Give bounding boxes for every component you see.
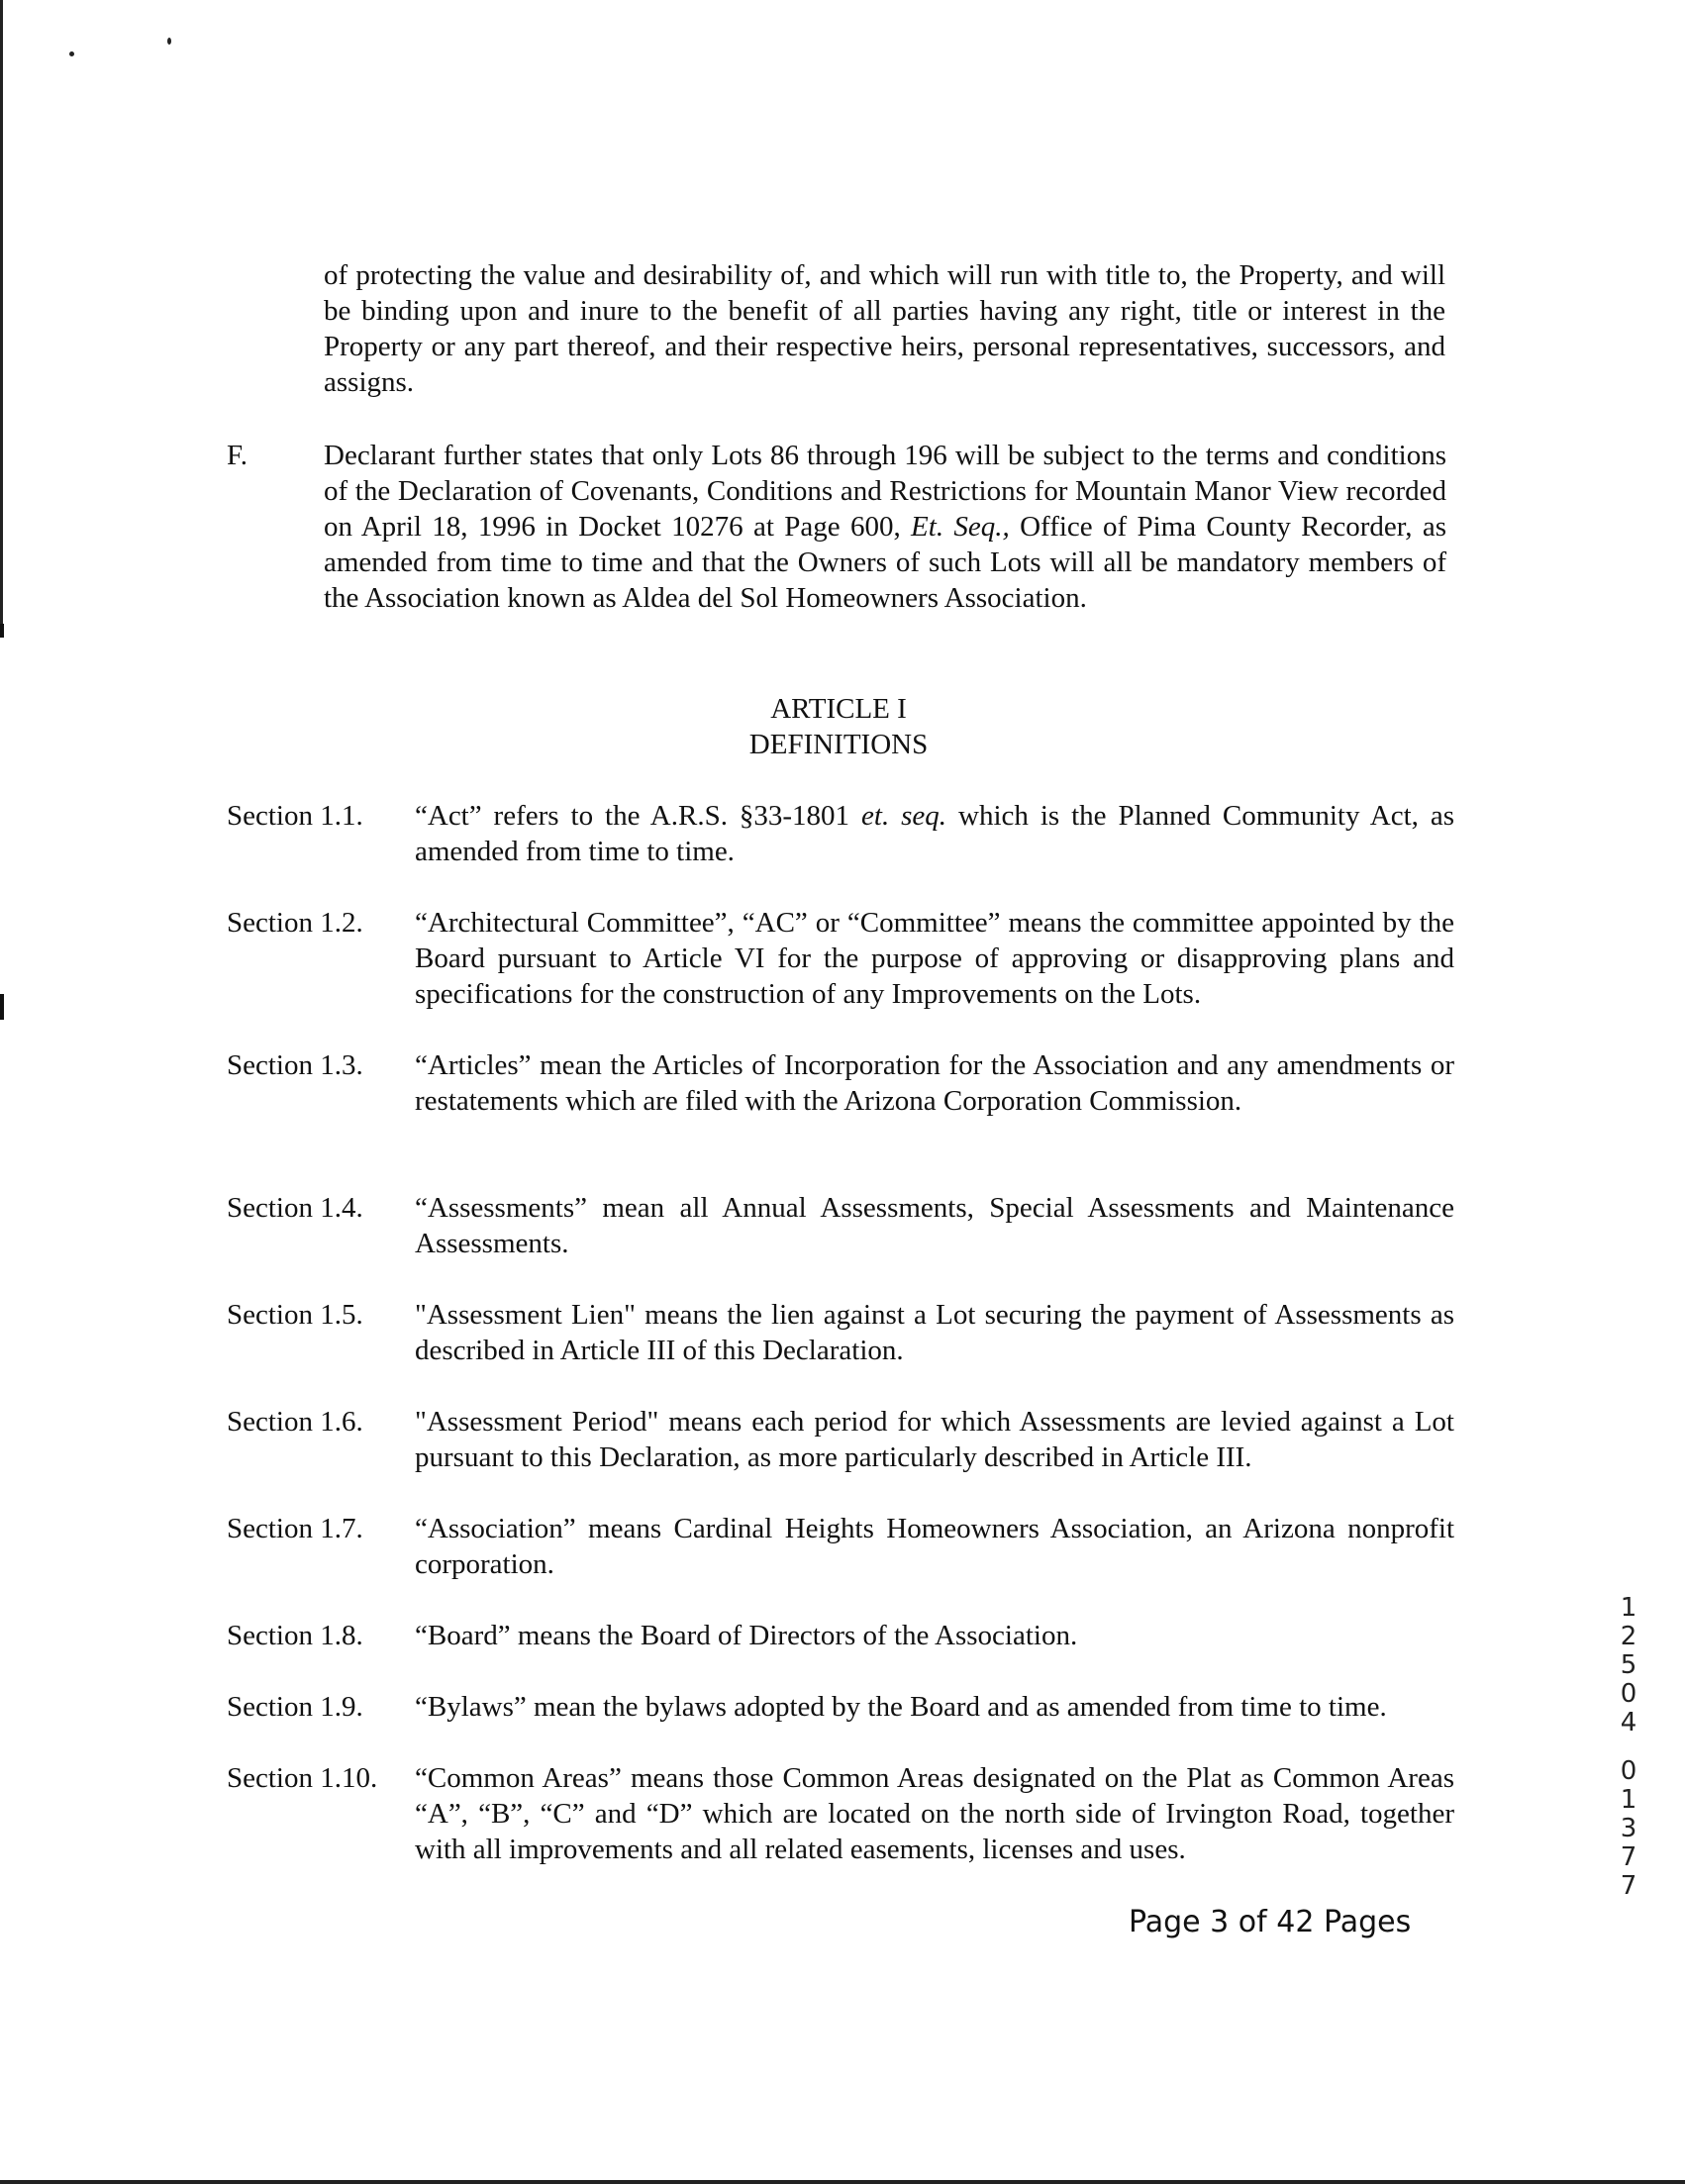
stamp-digit: 7 xyxy=(1620,1871,1637,1901)
section-number: Section 1.9. xyxy=(227,1691,363,1723)
recital-text: Declarant further states that only Lots 86 through 196 will be subject to the terms and conditions of the Declaration of Covenants, Conditions and Restrictions for Mountain Manor View recorded on April 18, 1996 in Docket 10276 at Page 600, Et. Seq., Office of Pima County Recorder, as amended from time to time and that the Owners of such Lots will all be mandatory members of the Association known as Aldea del Sol Homeowners Association. xyxy=(324,440,1446,614)
section-text: “Common Areas” means those Common Areas designated on the Plat as Common Areas “A”, “B”, “C” and “D” which are located on the north side of Irvington Road, together with all improvements and all related easements, licenses and uses. xyxy=(415,1762,1454,1865)
recital-label: F. xyxy=(227,440,248,471)
stamp-digit: 1 xyxy=(1620,1593,1637,1623)
stamp-digit: 3 xyxy=(1620,1814,1637,1843)
scan-edge-bottom xyxy=(0,2180,1685,2184)
section-number: Section 1.4. xyxy=(227,1192,363,1224)
stamp-digit: 7 xyxy=(1620,1842,1637,1872)
section-number: Section 1.5. xyxy=(227,1299,363,1331)
stamp-digit: 4 xyxy=(1620,1708,1637,1737)
section-number: Section 1.8. xyxy=(227,1620,363,1651)
scan-edge-mark xyxy=(0,994,4,1020)
section-number: Section 1.1. xyxy=(227,800,363,832)
stamp-digit: 0 xyxy=(1620,1756,1637,1786)
section-number: Section 1.6. xyxy=(227,1406,363,1438)
section-number: Section 1.2. xyxy=(227,907,363,939)
page-number-footer: Page 3 of 42 Pages xyxy=(1129,1905,1412,1939)
article-number: ARTICLE I xyxy=(770,693,907,725)
stamp-digit: 5 xyxy=(1620,1650,1637,1680)
section-text: “Architectural Committee”, “AC” or “Committee” means the committee appointed by the Board pursuant to Article VI for the purpose of approving or disapproving plans and specifications for the construction of any Improvements on the Lots. xyxy=(415,907,1454,1010)
scan-speck xyxy=(167,38,171,45)
scan-edge-mark xyxy=(0,624,4,638)
stamp-gap xyxy=(1615,1737,1642,1757)
section-number: Section 1.7. xyxy=(227,1513,363,1544)
section-text: “Association” means Cardinal Heights Homeowners Association, an Arizona nonprofit corporation. xyxy=(415,1513,1454,1580)
section-text: "Assessment Period" means each period for which Assessments are levied against a Lot pursuant to this Declaration, as more particularly described in Article III. xyxy=(415,1406,1454,1473)
stamp-digit: 1 xyxy=(1620,1785,1637,1815)
recording-stamp xyxy=(1615,1594,1642,1901)
scan-speck xyxy=(69,51,74,56)
continuation-paragraph: of protecting the value and desirability of, and which will run with title to, the Property, and will be binding upon and inure to the benefit of all parties having any right, title or interest in the Property or any part thereof, and their respective heirs, personal representatives, successors, and assigns. xyxy=(324,259,1445,398)
article-title: DEFINITIONS xyxy=(748,729,929,760)
article-heading xyxy=(324,691,1353,762)
stamp-digit: 2 xyxy=(1620,1622,1637,1651)
stamp-digit: 0 xyxy=(1620,1679,1637,1709)
section-text: “Articles” mean the Articles of Incorporation for the Association and any amendments or restatements which are filed with the Arizona Corporation Commission. xyxy=(415,1049,1454,1117)
section-number: Section 1.3. xyxy=(227,1049,363,1081)
section-text: "Assessment Lien" means the lien against a Lot securing the payment of Assessments as described in Article III of this Declaration. xyxy=(415,1299,1454,1366)
section-text: “Board” means the Board of Directors of the Association. xyxy=(415,1620,1078,1651)
section-number: Section 1.10. xyxy=(227,1762,378,1794)
section-text: “Assessments” mean all Annual Assessments, Special Assessments and Maintenance Assessments. xyxy=(415,1192,1454,1259)
section-text: “Bylaws” mean the bylaws adopted by the Board and as amended from time to time. xyxy=(415,1691,1387,1723)
section-text: “Act” refers to the A.R.S. §33-1801 et. seq. which is the Planned Community Act, as amended from time to time. xyxy=(415,800,1455,867)
scan-edge-left xyxy=(0,0,3,634)
